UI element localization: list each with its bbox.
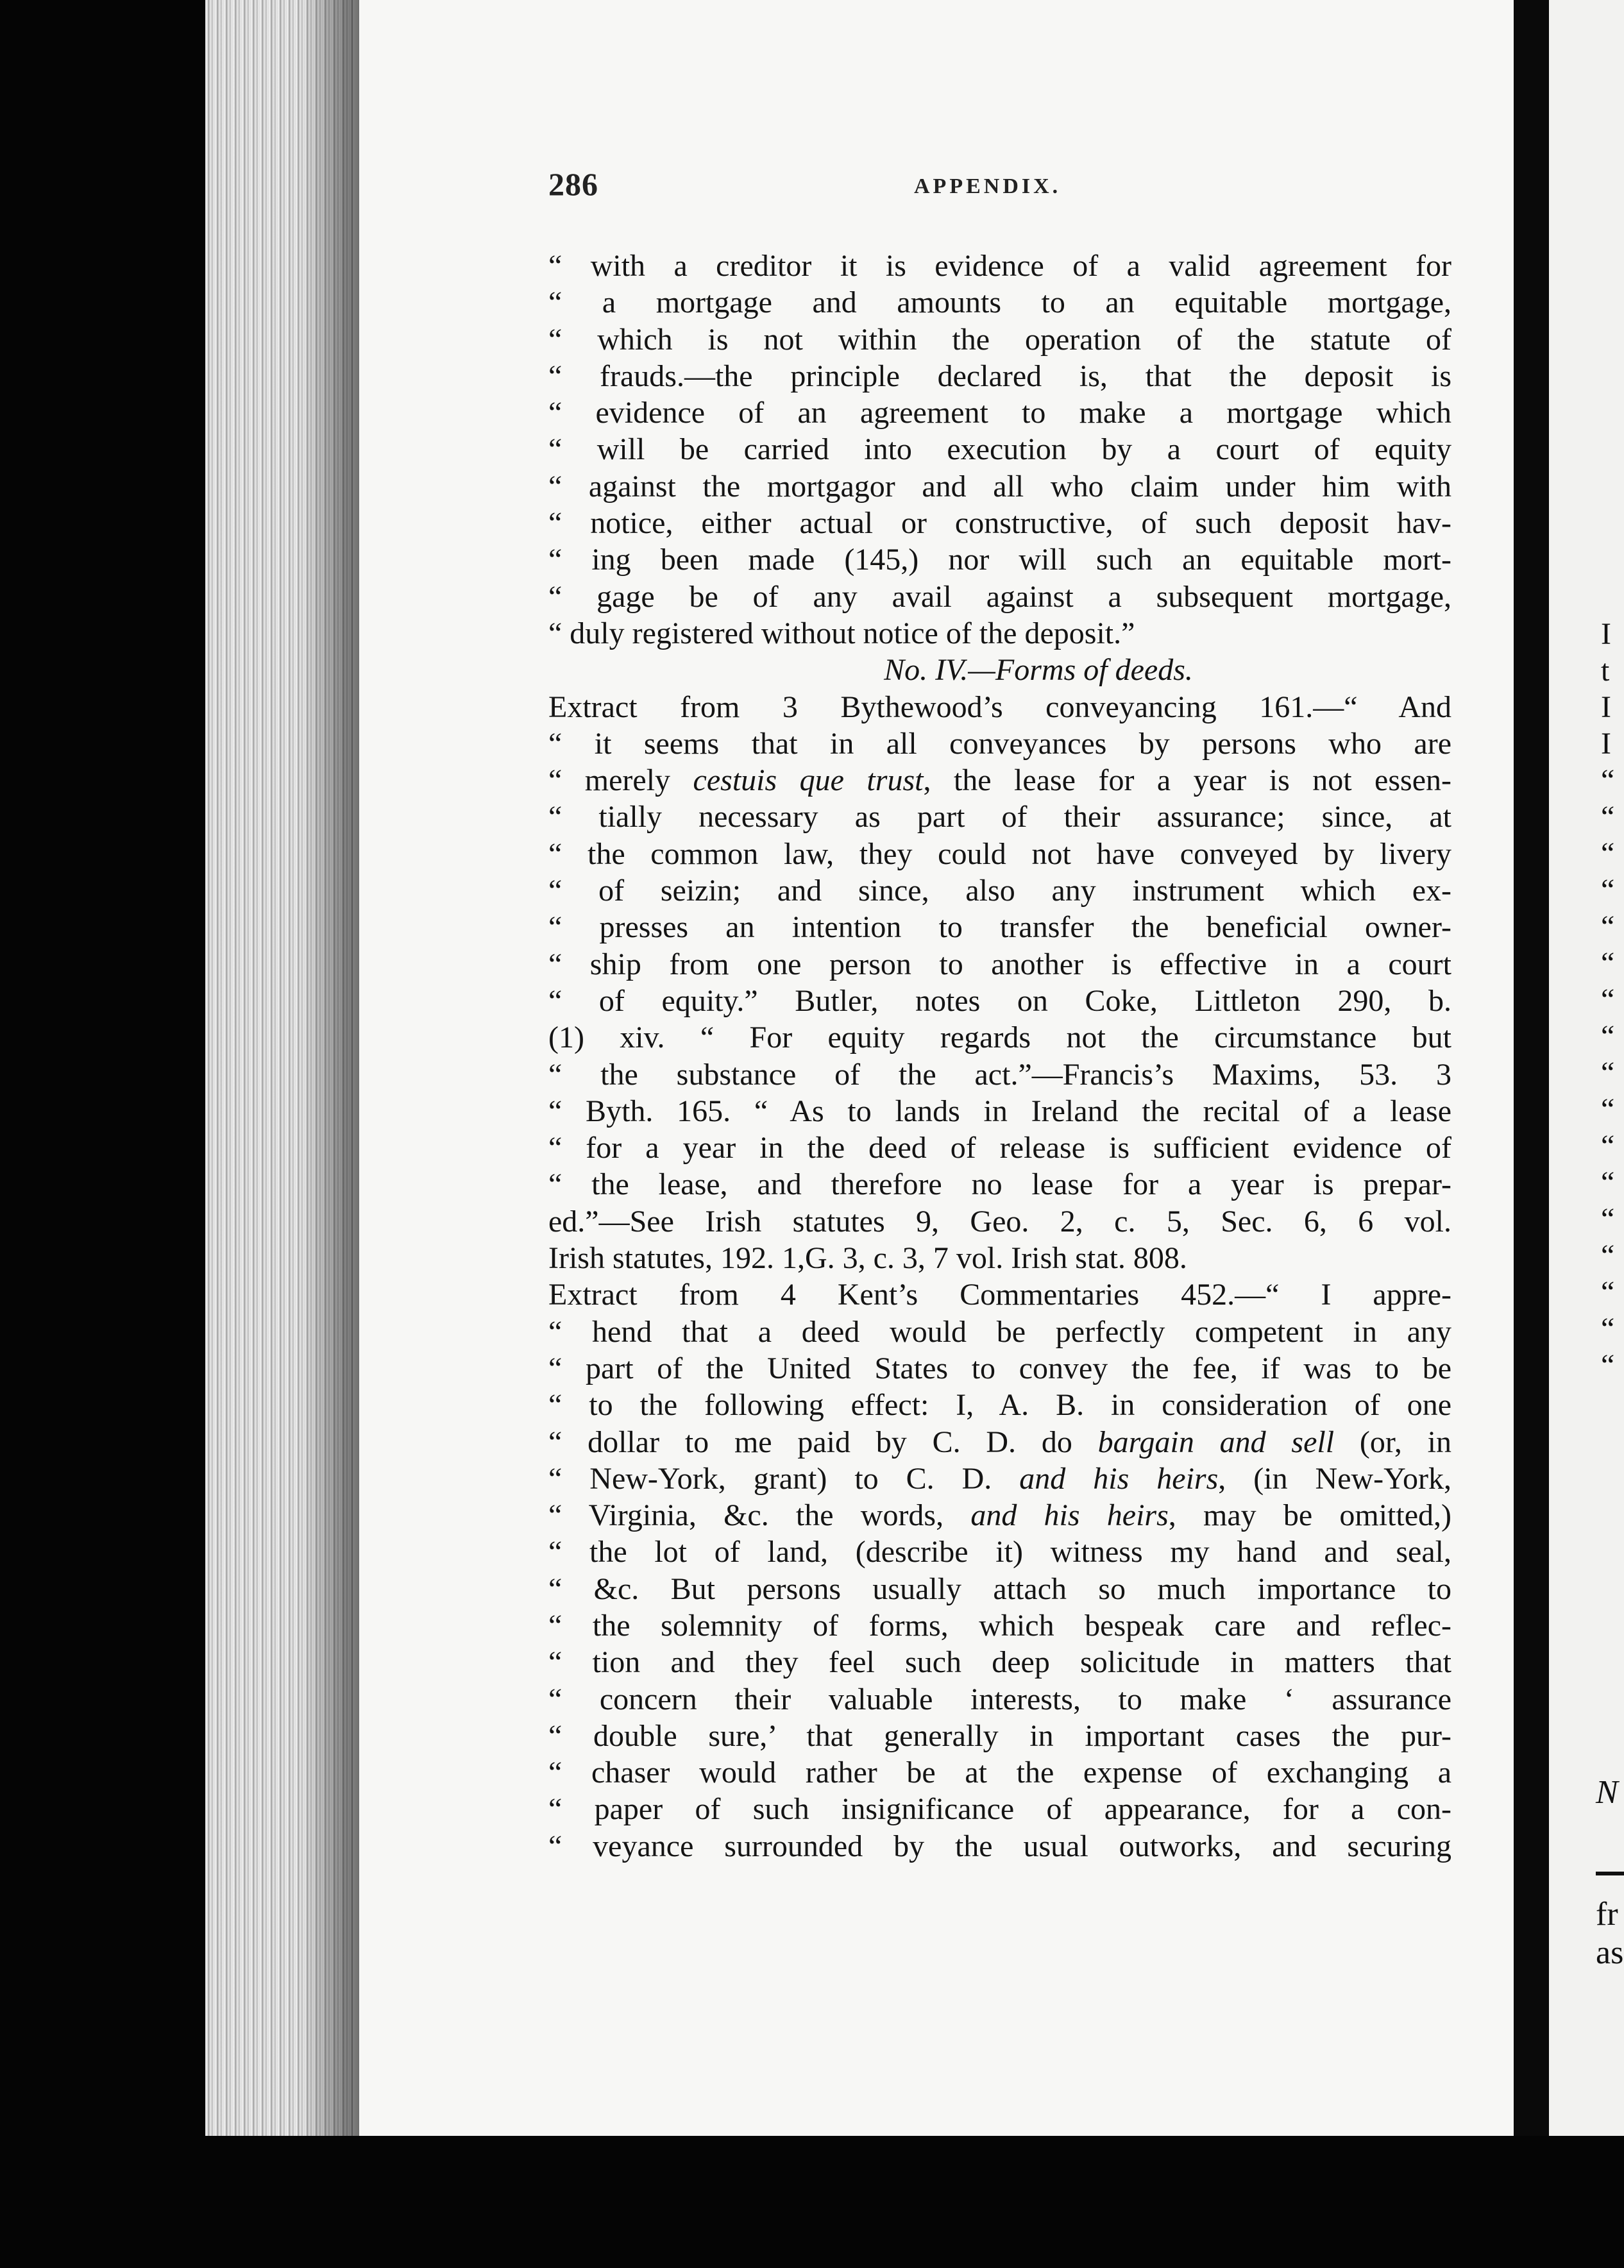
running-title: APPENDIX. xyxy=(914,174,1062,198)
text-line: “ tion and they feel such deep solicitude in matters that xyxy=(548,1645,1451,1680)
facing-margin-glyph: “ xyxy=(1601,1312,1615,1346)
text-line: “ dollar to me paid by C. D. do bargain and sell (or, in xyxy=(548,1425,1451,1459)
text-line: “ tially necessary as part of their assurance; since, at xyxy=(548,800,1451,834)
text-line: (1) xiv. “ For equity regards not the circumstance but xyxy=(548,1020,1451,1055)
text-line: “ a mortgage and amounts to an equitable mortgage, xyxy=(548,285,1451,320)
facing-margin-glyph: “ xyxy=(1601,1202,1615,1236)
page-number: 286 xyxy=(548,166,598,202)
text-line: “ of seizin; and since, also any instrument which ex- xyxy=(548,874,1451,908)
text-line: “ which is not within the operation of the statute of xyxy=(548,322,1451,357)
text-line: “ will be carried into execution by a court of equity xyxy=(548,432,1451,467)
facing-line: as xyxy=(1596,1934,1624,1971)
text-line: Extract from 3 Bythewood’s conveyancing 161.—“ And xyxy=(548,690,1451,724)
page-gap xyxy=(1514,0,1549,2136)
gutter-shadow xyxy=(301,0,359,2136)
text-line: “ evidence of an agreement to make a mortgage which xyxy=(548,396,1451,430)
text-line: “ Virginia, &c. the words, and his heirs, may be omitted,) xyxy=(548,1498,1452,1533)
facing-margin-glyph: “ xyxy=(1601,910,1615,944)
facing-page-margin-text xyxy=(1601,616,1624,1384)
facing-margin-glyph: “ xyxy=(1601,1056,1615,1090)
text-line: “ of equity.” Butler, notes on Coke, Littleton 290, b. xyxy=(548,983,1451,1018)
facing-margin-glyph: “ xyxy=(1601,1239,1615,1273)
facing-line: fr xyxy=(1596,1896,1618,1933)
text-line: “ notice, either actual or constructive, of such deposit hav- xyxy=(548,506,1451,541)
text-line: “ with a creditor it is evidence of a valid agreement for xyxy=(548,249,1451,283)
text-line: “ chaser would rather be at the expense of exchanging a xyxy=(548,1756,1451,1790)
facing-margin-glyph: “ xyxy=(1601,836,1615,870)
facing-margin-glyph: “ xyxy=(1601,1019,1615,1053)
paragraph-forms-of-deeds xyxy=(548,689,1451,1865)
facing-margin-glyph: “ xyxy=(1601,873,1615,907)
facing-margin-glyph: “ xyxy=(1601,946,1615,980)
facing-margin-glyph: t xyxy=(1601,654,1610,688)
facing-heading-glyph: N xyxy=(1596,1774,1618,1811)
paragraph-mortgage-quote xyxy=(548,248,1451,652)
text-line: “ for a year in the deed of release is sufficient evidence of xyxy=(548,1131,1451,1165)
text-line: “ part of the United States to convey the fee, if was to be xyxy=(548,1351,1451,1385)
text-line: “ &c. But persons usually attach so much importance to xyxy=(548,1571,1451,1606)
text-line: “ the lot of land, (describe it) witness my hand and seal, xyxy=(548,1535,1451,1570)
text-line: “ to the following effect: I, A. B. in consideration of one xyxy=(548,1388,1451,1423)
text-line: “ duly registered without notice of the deposit.” xyxy=(548,616,1135,650)
text-line: “ double sure,’ that generally in important cases the pur- xyxy=(548,1718,1451,1753)
section-heading: No. IV.—Forms of deeds. xyxy=(884,653,1193,688)
text-line: “ hend that a deed would be perfectly competent in any xyxy=(548,1314,1451,1349)
text-line: “ the lease, and therefore no lease for a year is prepar- xyxy=(548,1167,1451,1202)
facing-margin-glyph: “ xyxy=(1601,1092,1615,1126)
facing-margin-glyph: “ xyxy=(1601,800,1615,834)
text-line: “ ship from one person to another is effective in a court xyxy=(548,947,1451,981)
text-line: Extract from 4 Kent’s Commentaries 452.—“ I appre- xyxy=(548,1278,1451,1312)
text-line: “ against the mortgagor and all who claim under him with xyxy=(548,469,1451,504)
facing-margin-glyph: I xyxy=(1601,617,1611,651)
text-line: ed.”—See Irish statutes 9, Geo. 2, c. 5, Sec. 6, 6 vol. xyxy=(548,1204,1451,1239)
text-line: “ concern their valuable interests, to make ‘ assurance xyxy=(548,1682,1451,1716)
text-line: “ merely cestuis que trust, the lease for a year is not essen- xyxy=(548,763,1452,798)
text-line: “ the substance of the act.”—Francis’s Maxims, 53. 3 xyxy=(548,1057,1451,1092)
text-block xyxy=(548,248,1451,1865)
text-line: “ presses an intention to transfer the beneficial owner- xyxy=(548,910,1451,945)
facing-page-rule xyxy=(1596,1872,1624,1875)
facing-margin-glyph: I xyxy=(1601,727,1611,761)
text-line: “ paper of such insignificance of appearance, for a con- xyxy=(548,1792,1451,1827)
facing-margin-glyph: “ xyxy=(1601,1275,1615,1309)
text-line: “ New-York, grant) to C. D. and his heirs, (in New-York, xyxy=(548,1461,1452,1496)
text-line: “ veyance surrounded by the usual outworks, and securing xyxy=(548,1829,1451,1863)
facing-margin-glyph: “ xyxy=(1601,1129,1615,1163)
text-line: Irish statutes, 192. 1,G. 3, c. 3, 7 vol. Irish stat. 808. xyxy=(548,1241,1187,1276)
text-line: “ the common law, they could not have conveyed by livery xyxy=(548,836,1451,871)
text-line: “ gage be of any avail against a subsequent mortgage, xyxy=(548,579,1451,614)
text-line: “ frauds.—the principle declared is, that the deposit is xyxy=(548,359,1451,393)
text-line: “ the solemnity of forms, which bespeak care and reflec- xyxy=(548,1608,1451,1643)
facing-margin-glyph: “ xyxy=(1601,1348,1615,1382)
facing-margin-glyph: “ xyxy=(1601,1165,1615,1199)
facing-margin-glyph: “ xyxy=(1601,983,1615,1017)
text-line: “ ing been made (145,) nor will such an equitable mort- xyxy=(548,543,1451,577)
text-line: “ it seems that in all conveyances by persons who are xyxy=(548,726,1451,761)
text-line: “ Byth. 165. “ As to lands in Ireland the recital of a lease xyxy=(548,1094,1451,1128)
facing-margin-glyph: I xyxy=(1601,690,1611,724)
facing-margin-glyph: “ xyxy=(1601,763,1615,797)
